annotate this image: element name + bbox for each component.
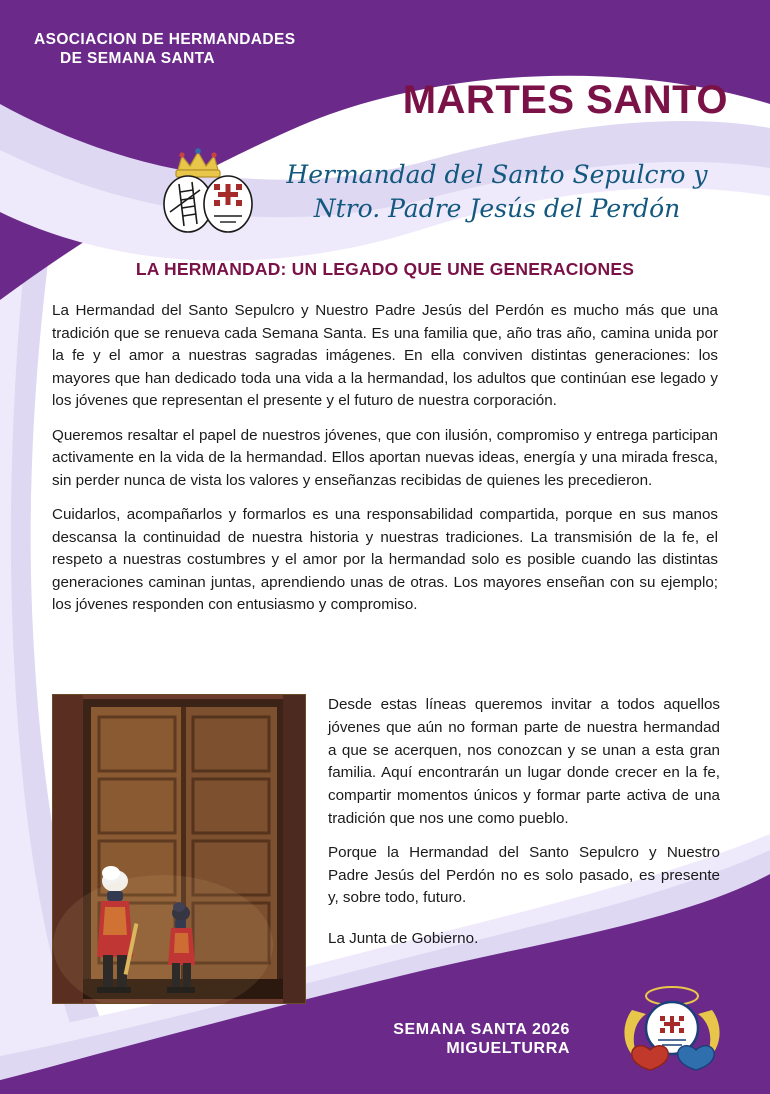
association-title-line2: DE SEMANA SANTA — [60, 50, 215, 68]
body-paragraph-1: La Hermandad del Santo Sepulcro y Nuestro Padre Jesús del Perdón es mucho más que una tradición que se renueva cada Semana Santa. Es una familia que, año tras año, camina unida por la fe y el amor a nuestras sagradas imágenes. En ella conviven distintas generaciones: los mayores que han dedicado toda una vida a la hermandad, los adultos que continúan ese legado y los jóvenes que representan el presente y el futuro de nuestra corporación. — [52, 302, 718, 409]
footer-line1: SEMANA SANTA 2026 — [393, 1020, 570, 1038]
body-paragraph-2: Queremos resaltar el papel de nuestros jóvenes, que con ilusión, compromiso y entrega participan activamente en la vida de la hermandad. Ellos aportan nuevas ideas, energía y una mirada fresca, sin perder nunca de vista los valores y enseñanzas recibidas de quienes les precedieron. — [52, 426, 718, 489]
brotherhood-name-line2: Ntro. Padre Jesús del Perdón — [313, 193, 681, 223]
signature: La Junta de Gobierno. — [328, 930, 479, 948]
body-text — [52, 300, 718, 629]
association-title — [34, 30, 374, 69]
page-title: MARTES SANTO — [402, 78, 728, 122]
brotherhood-name-line1: Hermandad del Santo Sepulcro y — [286, 160, 708, 189]
section-heading: LA HERMANDAD: UN LEGADO QUE UNE GENERACIONES — [135, 259, 635, 279]
footer-line2: MIGUELTURRA — [446, 1039, 570, 1057]
right-column-text — [328, 694, 720, 962]
body-paragraph-3: Cuidarlos, acompañarlos y formarlos es una responsabilidad compartida, porque en sus manos descansa la continuidad de nuestra historia y nuestras tradiciones. La transmisión de la fe, el respeto a nuestras costumbres y el amor por la hermandad solo es posible cuando las distintas generaciones caminan juntas, aprendiendo unas de otras. Los mayores enseñan con su ejemplo; los jóvenes responden con entusiasmo y compromiso. — [52, 506, 718, 613]
brotherhood-name — [258, 158, 736, 226]
footer-text — [393, 1020, 570, 1058]
association-crest-icon — [612, 980, 732, 1072]
photo-wooden-door — [52, 694, 306, 1004]
brotherhood-crest-icon — [148, 140, 260, 250]
right-paragraph-2: Porque la Hermandad del Santo Sepulcro y Nuestro Padre Jesús del Perdón no es solo pasado, es presente y, sobre todo, futuro. — [328, 843, 720, 907]
right-paragraph-1: Desde estas líneas queremos invitar a todos aquellos jóvenes que aún no forman parte de nuestra hermandad a que se acerquen, nos conozcan y se unan a esta gran familia. Aquí encontrarán un lugar donde crecer en la fe, compartir momentos únicos y formar parte activa de una tradición que nos une como pueblo. — [328, 696, 720, 827]
association-title-line1: ASOCIACION DE HERMANDADES — [34, 31, 296, 48]
